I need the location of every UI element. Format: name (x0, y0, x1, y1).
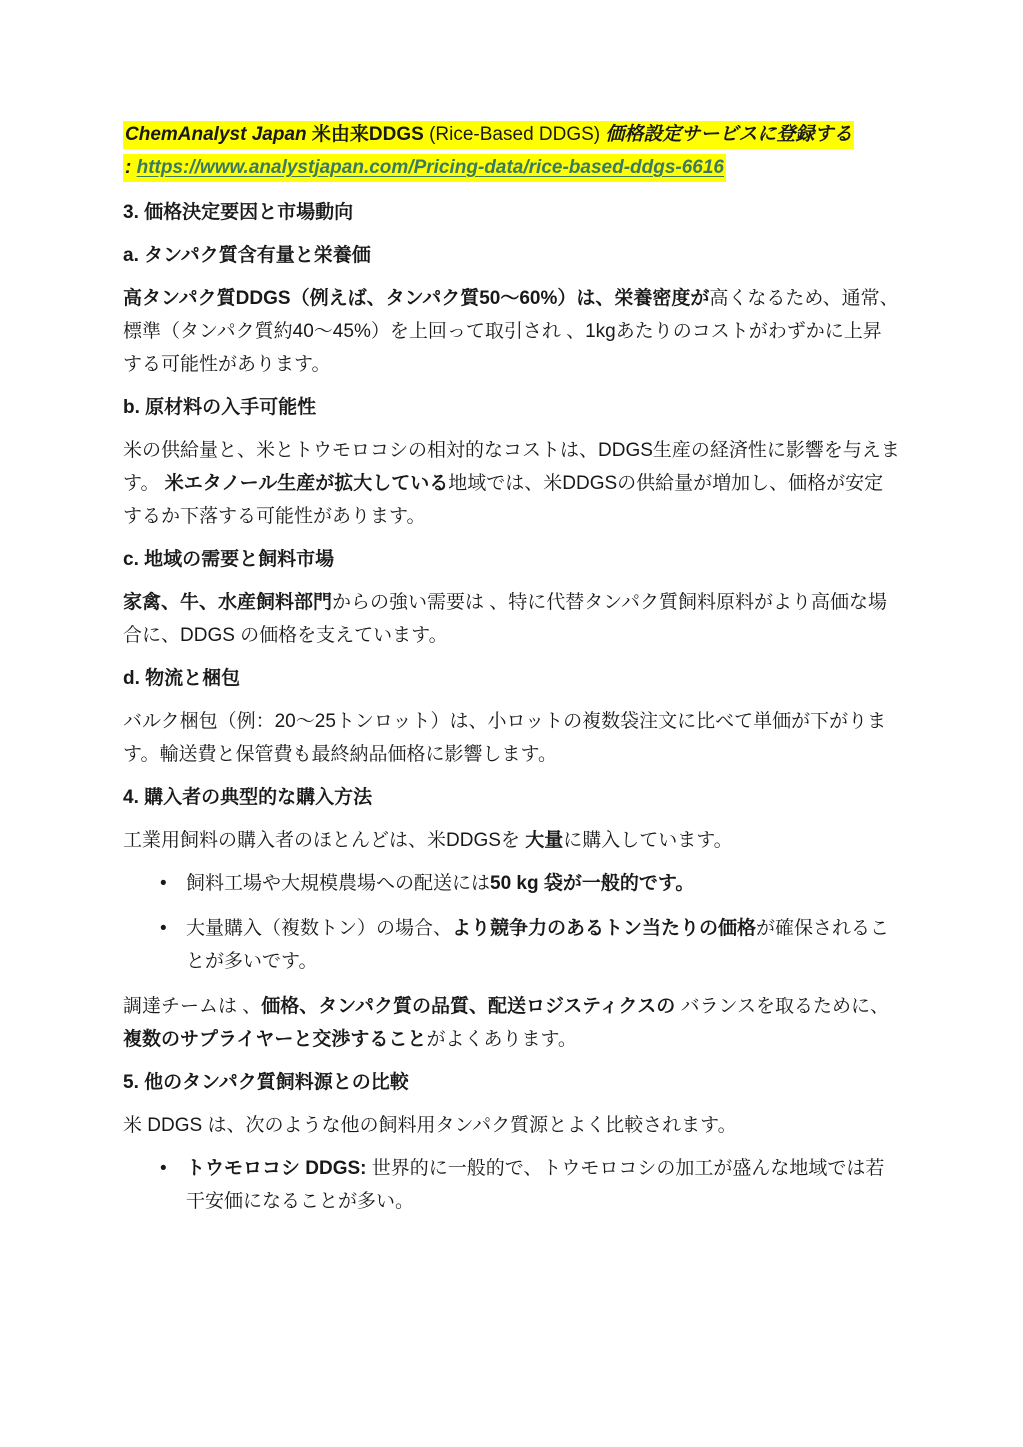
paragraph-regional-demand (123, 586, 900, 652)
list-item-bulk-purchase (160, 912, 900, 978)
text-run: 工業用飼料の購入者のほとんどは、米DDGSを (123, 830, 526, 851)
text-run: 米由来DDGS (311, 124, 430, 145)
text-run: 米 DDGS は、次のような他の飼料用タンパク質源とよく比較されます。 (123, 1115, 737, 1136)
text-run: 飼料工場や大規模農場への配送には (186, 873, 491, 894)
comparison-list (123, 1152, 900, 1218)
heading-section-a: a. タンパク質含有量と栄養価 (123, 245, 371, 266)
text-run: より競争力のあるトン当たりの価格 (452, 918, 757, 939)
text-run: 調達チームは 、 (123, 996, 262, 1017)
heading-section-3: 3. 価格決定要因と市場動向 (123, 202, 354, 223)
text-run: 家禽、牛、水産飼料部門 (123, 592, 333, 613)
text-run: 大量購入（複数トン）の場合、 (186, 918, 453, 939)
paragraph-protein-content (123, 282, 900, 381)
text-run: 高くなるため、通常、標準（タンパク質約40～45%）を上回って取引され 、1kgあたりのコストがわずかに上昇する可能性があります。 (123, 288, 899, 375)
paragraph-logistics (123, 705, 900, 771)
text-run: 価格設定サービスに登録する (605, 124, 853, 145)
banner-line-2 (123, 154, 726, 182)
purchase-method-list (123, 867, 900, 978)
paragraph-comparison-intro (123, 1109, 900, 1142)
text-run: 世界的に一般的で、トウモロコシの加工が盛んな地域では若干安価になることが多い。 (186, 1158, 885, 1212)
text-run: が確保されることが多いです。 (186, 918, 890, 972)
text-run: トウモロコシ DDGS: (186, 1158, 372, 1179)
text-run: 50 kg 袋が一般的です。 (490, 873, 695, 894)
text-run: バルク梱包（例：20～25トンロット）は、小ロットの複数袋注文に比べて単価が下がります。輸送費と保管費も最終納品価格に影響します。 (123, 711, 887, 765)
text-run: 米の供給量と、米とトウモロコシの相対的なコストは、DDGS生産の経済性に影響を与えます。 (123, 440, 900, 494)
registration-banner (123, 118, 900, 184)
banner-line-1 (123, 121, 854, 149)
text-run: 複数のサプライヤーと交渉すること (123, 1029, 427, 1050)
heading-section-c: c. 地域の需要と飼料市場 (123, 549, 335, 570)
text-run: 高タンパク質DDGS（例えば、タンパク質50～60%）は、栄養密度が (123, 288, 710, 309)
heading-section-b: b. 原材料の入手可能性 (123, 397, 317, 418)
list-item-corn-ddgs (160, 1152, 900, 1218)
text-run: に購入しています。 (563, 830, 733, 851)
text-run: 米エタノール生産が拡大している (164, 473, 449, 494)
text-run: 価格、タンパク質の品質、配送ロジスティクスの (261, 996, 676, 1017)
text-run: ChemAnalyst Japan (125, 124, 312, 145)
text-run: がよくあります。 (426, 1029, 577, 1050)
paragraph-procurement (123, 990, 900, 1056)
text-run: バランスを取るために、 (675, 996, 890, 1017)
paragraph-buyers (123, 824, 900, 857)
heading-section-4: 4. 購入者の典型的な購入方法 (123, 787, 373, 808)
text-run: : (125, 157, 137, 178)
heading-section-5: 5. 他のタンパク質飼料源との比較 (123, 1072, 409, 1093)
list-item-bag-size (160, 867, 900, 900)
text-run: からの強い需要は 、特に代替タンパク質飼料原料がより高価な場合に、DDGS の価格を支えています。 (123, 592, 887, 646)
paragraph-raw-material (123, 434, 900, 533)
pricing-service-link[interactable]: https://www.analystjapan.com/Pricing-data/rice-based-ddgs-6616 (136, 157, 724, 178)
text-run: 地域では、米DDGSの供給量が増加し、価格が安定するか下落する可能性があります。 (123, 473, 884, 527)
text-run: (Rice-Based DDGS) (429, 124, 606, 145)
text-run: 大量 (525, 830, 564, 851)
heading-section-d: d. 物流と梱包 (123, 668, 241, 689)
